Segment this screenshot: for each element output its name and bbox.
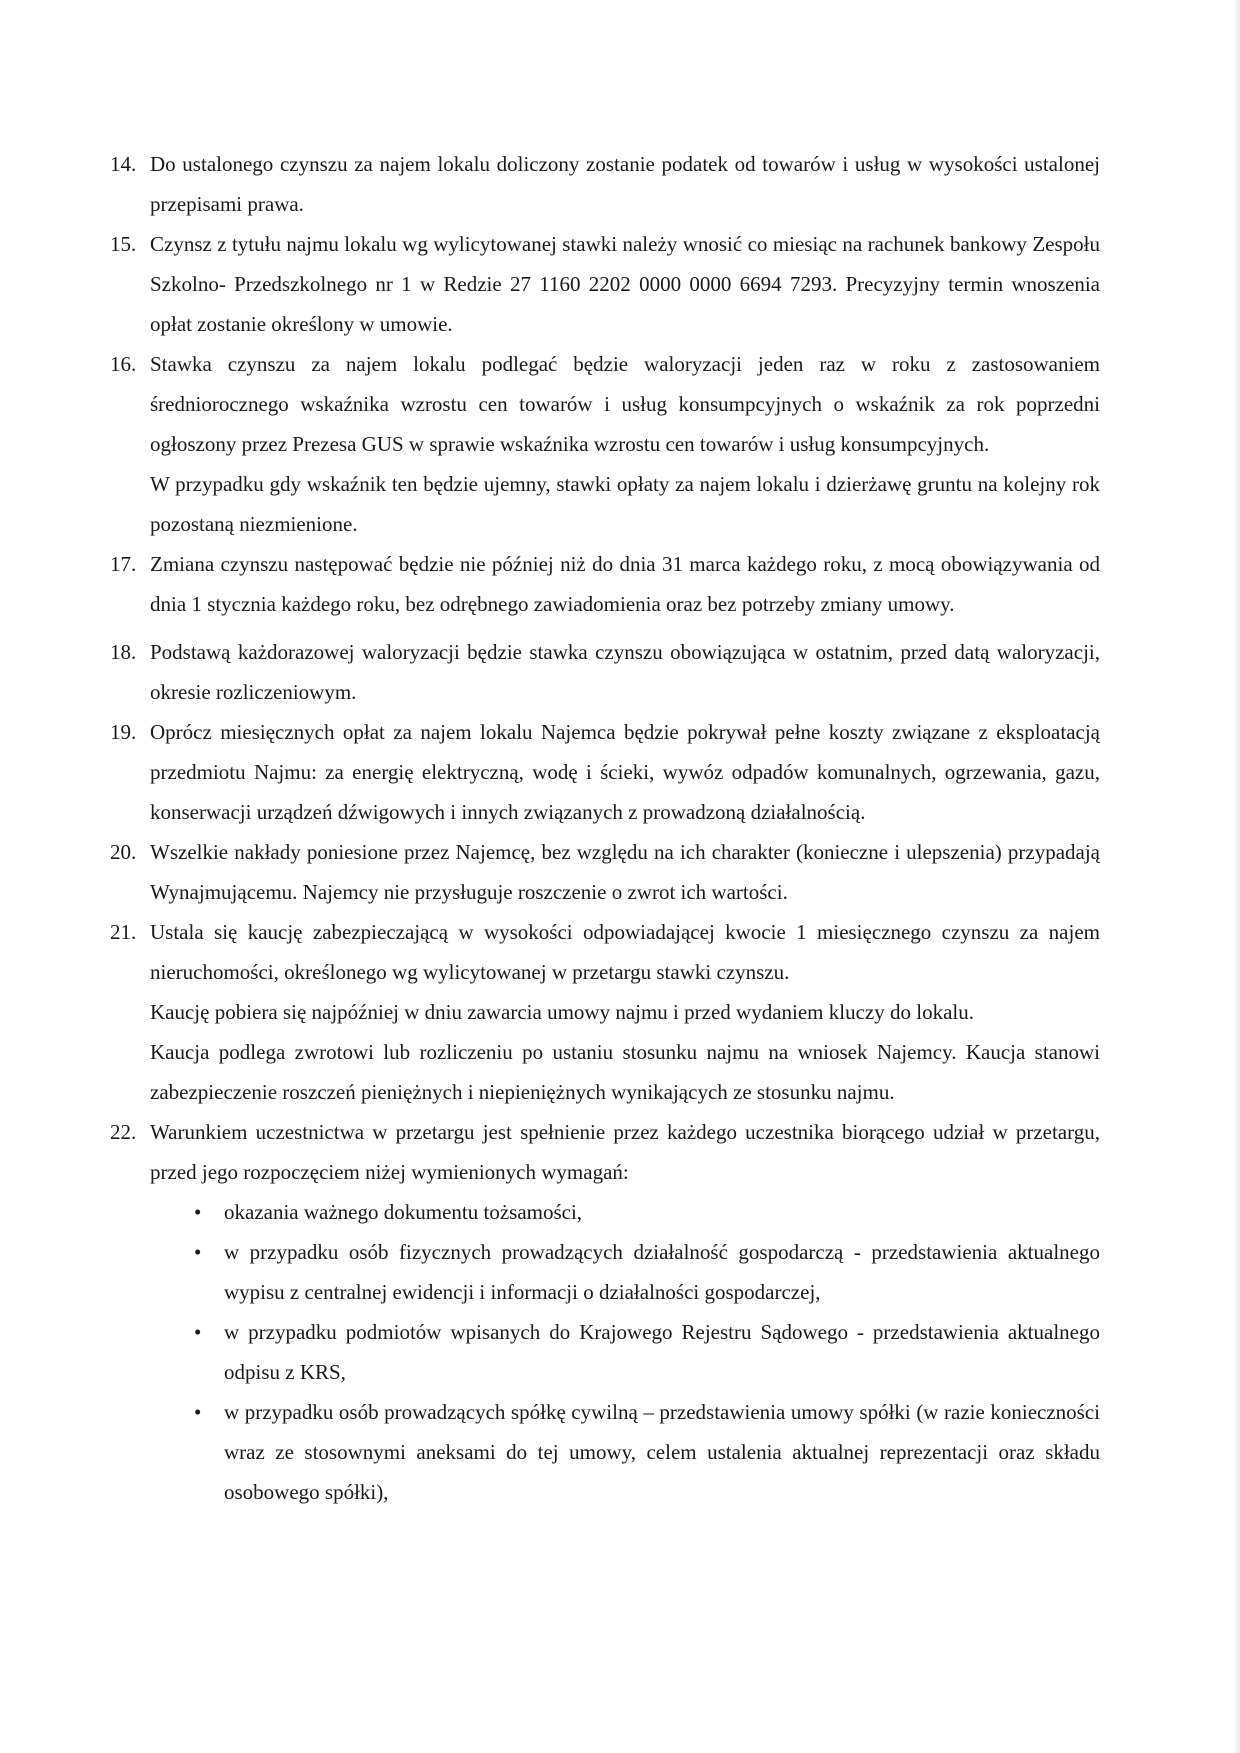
list-item-15 xyxy=(110,224,1100,344)
bullet-item xyxy=(194,1232,1100,1312)
bullet-icon: • xyxy=(194,1200,202,1224)
list-item-20 xyxy=(110,832,1100,912)
item-number: 22. xyxy=(110,1120,137,1144)
item-number: 21. xyxy=(110,920,137,944)
list-item-22 xyxy=(110,1112,1100,1512)
bullet-icon: • xyxy=(194,1240,202,1264)
item-text: Kaucja podlega zwrotowi lub rozliczeniu po ustaniu stosunku najmu na wniosek Najemcy. Kaucja stanowi zabezpieczenie roszczeń pieniężnych i niepieniężnych wynikających ze stosunku najmu. xyxy=(150,1040,1100,1104)
item-text: Warunkiem uczestnictwa w przetargu jest spełnienie przez każdego uczestnika biorącego udział w przetargu, przed jego rozpoczęciem niżej wymienionych wymagań: xyxy=(150,1120,1100,1184)
list-item-21 xyxy=(110,912,1100,1112)
requirements-bullet-list xyxy=(150,1192,1100,1512)
bullet-text: w przypadku osób fizycznych prowadzących działalność gospodarczą - przedstawienia aktualnego wypisu z centralnej ewidencji i informacji o działalności gospodarczej, xyxy=(224,1240,1100,1304)
list-item-19 xyxy=(110,712,1100,832)
bullet-item xyxy=(194,1312,1100,1392)
item-text: Wszelkie nakłady poniesione przez Najemcę, bez względu na ich charakter (konieczne i ulepszenia) przypadają Wynajmującemu. Najemcy nie przysługuje roszczenie o zwrot ich wartości. xyxy=(150,840,1100,904)
bullet-item xyxy=(194,1392,1100,1512)
item-number: 15. xyxy=(110,232,137,256)
item-number: 16. xyxy=(110,352,137,376)
item-text: W przypadku gdy wskaźnik ten będzie ujemny, stawki opłaty za najem lokalu i dzierżawę gruntu na kolejny rok pozostaną niezmienione. xyxy=(150,472,1100,536)
item-number: 19. xyxy=(110,720,137,744)
item-text: Podstawą każdorazowej waloryzacji będzie stawka czynszu obowiązująca w ostatnim, przed datą waloryzacji, okresie rozliczeniowym. xyxy=(150,640,1100,704)
item-number: 14. xyxy=(110,152,137,176)
list-item-16 xyxy=(110,344,1100,544)
bullet-text: okazania ważnego dokumentu tożsamości, xyxy=(224,1200,583,1224)
item-number: 17. xyxy=(110,552,137,576)
item-text: Czynsz z tytułu najmu lokalu wg wylicytowanej stawki należy wnosić co miesiąc na rachunek bankowy Zespołu Szkolno- Przedszkolnego nr 1 w Redzie 27 1160 2202 0000 0000 6694 7293. Precyzyjny termin wnoszenia opłat zostanie określony w umowie. xyxy=(150,232,1100,336)
item-number: 20. xyxy=(110,840,137,864)
list-item-17 xyxy=(110,544,1100,624)
item-text: Do ustalonego czynszu za najem lokalu doliczony zostanie podatek od towarów i usług w wysokości ustalonej przepisami prawa. xyxy=(150,152,1100,216)
item-text: Oprócz miesięcznych opłat za najem lokalu Najemca będzie pokrywał pełne koszty związane z eksploatacją przedmiotu Najmu: za energię elektryczną, wodę i ścieki, wywóz odpadów komunalnych, ogrzewania, gazu, konserwacji urządzeń dźwigowych i innych związanych z prowadzoną działalnością. xyxy=(150,720,1100,824)
bullet-icon: • xyxy=(194,1320,202,1344)
bullet-text: w przypadku osób prowadzących spółkę cywilną – przedstawienia umowy spółki (w razie konieczności wraz ze stosownymi aneksami do tej umowy, celem ustalenia aktualnej reprezentacji oraz składu osobowego spółki), xyxy=(224,1400,1100,1504)
numbered-list xyxy=(110,144,1100,1512)
item-text: Ustala się kaucję zabezpieczającą w wysokości odpowiadającej kwocie 1 miesięcznego czynszu za najem nieruchomości, określonego wg wylicytowanej w przetargu stawki czynszu. xyxy=(150,920,1100,984)
list-item-18 xyxy=(110,632,1100,712)
bullet-icon: • xyxy=(194,1400,202,1424)
item-number: 18. xyxy=(110,640,137,664)
list-item-14 xyxy=(110,144,1100,224)
page-edge-shadow xyxy=(1233,0,1240,1753)
bullet-text: w przypadku podmiotów wpisanych do Krajowego Rejestru Sądowego - przedstawienia aktualnego odpisu z KRS, xyxy=(224,1320,1100,1384)
bullet-item xyxy=(194,1192,1100,1232)
item-text: Stawka czynszu za najem lokalu podlegać będzie waloryzacji jeden raz w roku z zastosowaniem średniorocznego wskaźnika wzrostu cen towarów i usług konsumpcyjnych o wskaźnik za rok poprzedni ogłoszony przez Prezesa GUS w sprawie wskaźnika wzrostu cen towarów i usług konsumpcyjnych. xyxy=(150,352,1100,456)
item-text: Zmiana czynszu następować będzie nie później niż do dnia 31 marca każdego roku, z mocą obowiązywania od dnia 1 stycznia każdego roku, bez odrębnego zawiadomienia oraz bez potrzeby zmiany umowy. xyxy=(150,552,1100,616)
item-text: Kaucję pobiera się najpóźniej w dniu zawarcia umowy najmu i przed wydaniem kluczy do lokalu. xyxy=(150,1000,974,1024)
